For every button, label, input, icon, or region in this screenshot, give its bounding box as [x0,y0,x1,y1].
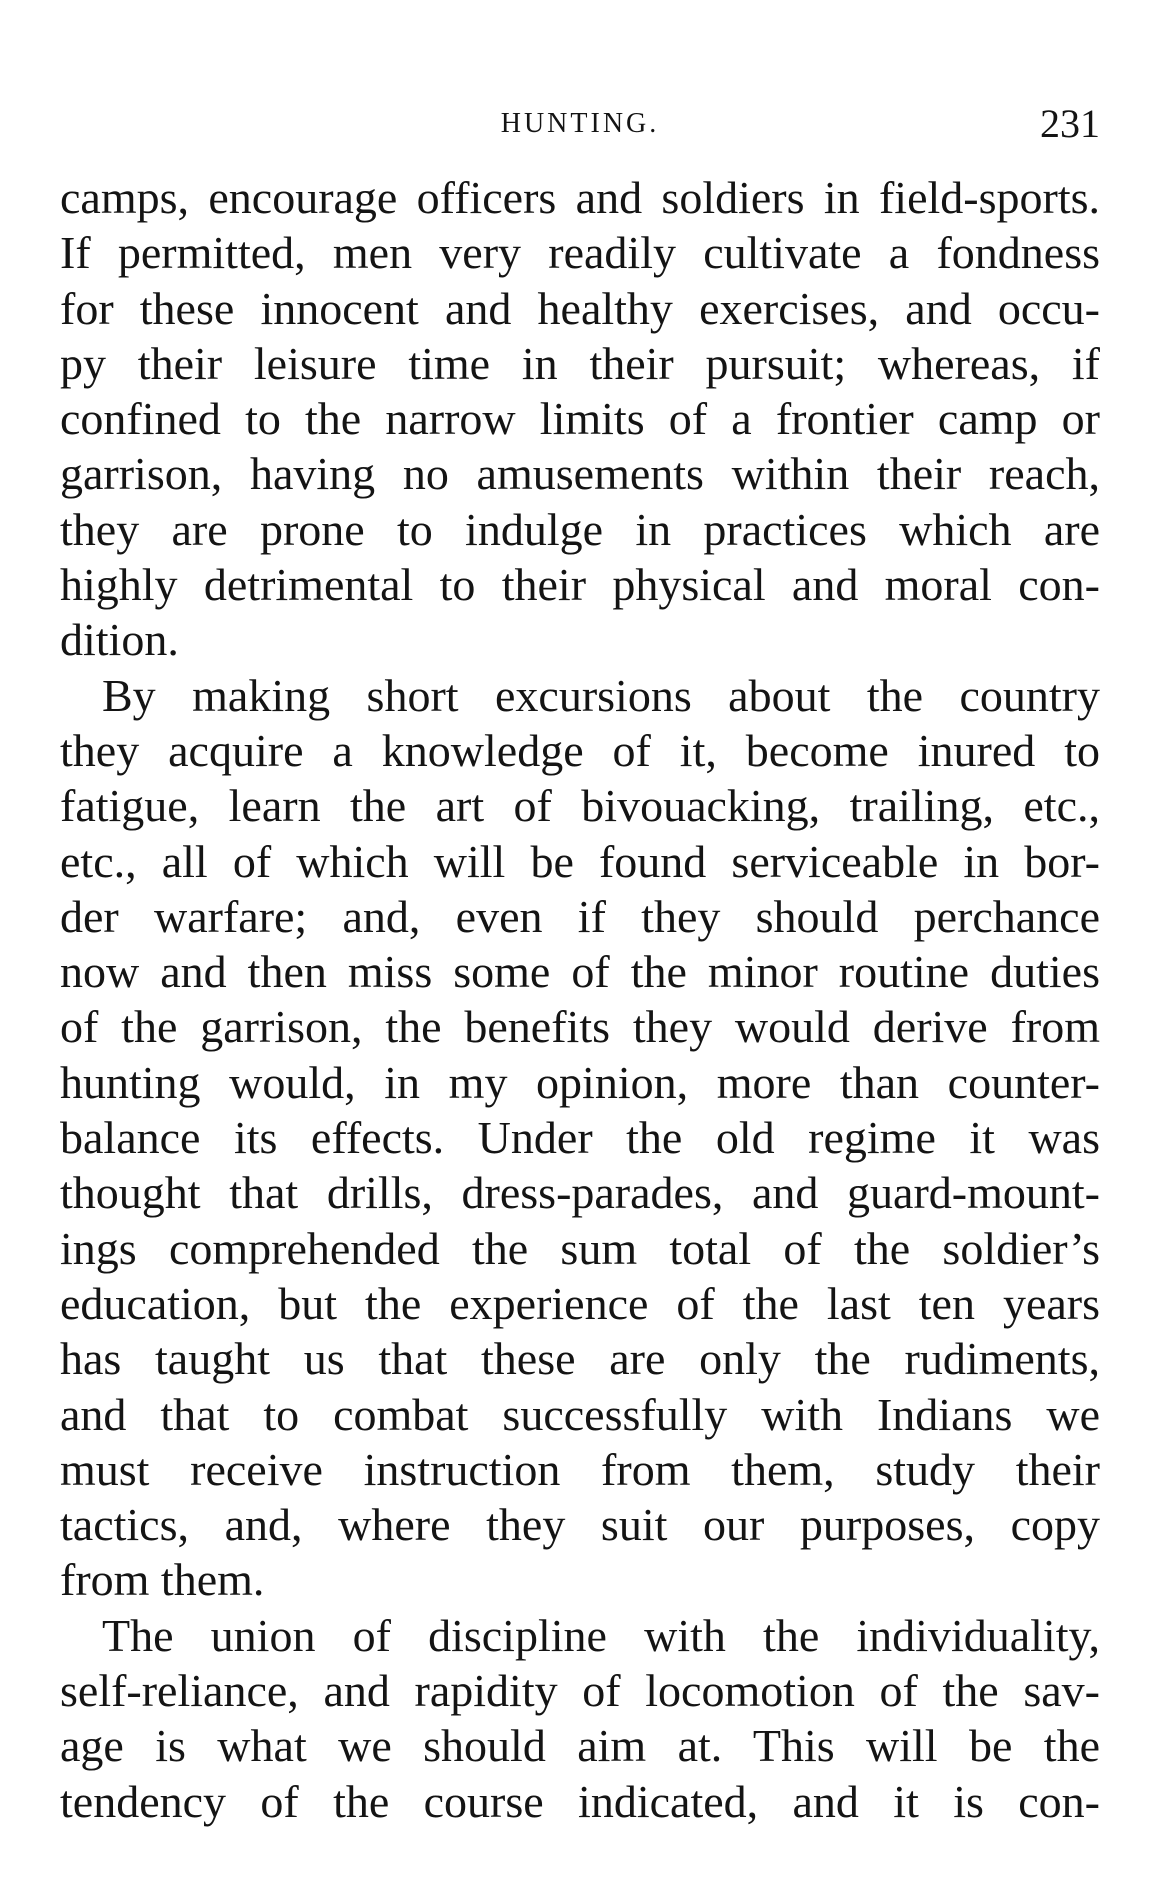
running-head [60,100,1100,150]
text-line: of the garrison, the benefits they would derive from [60,1001,1100,1053]
text-line: thought that drills, dress-parades, and guard-mount- [60,1167,1100,1219]
text-line: hunting would, in my opinion, more than counter- [60,1056,1100,1108]
paragraph-2 [60,668,1100,1608]
text-line: for these innocent and healthy exercises, and occu- [60,282,1100,334]
running-title: HUNTING. [500,108,660,139]
text-line: self-reliance, and rapidity of locomotion of the sav- [60,1665,1100,1717]
page-number: 231 [1040,101,1100,146]
text-line: from them. [60,1554,265,1606]
text-line: garrison, having no amusements within their reach, [60,448,1100,500]
text-line: tactics, and, where they suit our purposes, copy [60,1499,1100,1551]
text-line: confined to the narrow limits of a frontier camp or [60,393,1100,445]
text-line: education, but the experience of the last ten years [60,1277,1100,1329]
paragraph-1 [60,170,1100,668]
text-line: fatigue, learn the art of bivouacking, trailing, etc., [60,780,1100,832]
text-line: balance its effects. Under the old regime it was [60,1112,1100,1164]
text-line: they acquire a knowledge of it, become inured to [60,724,1100,776]
text-line: tendency of the course indicated, and it is con- [60,1775,1100,1827]
text-line: must receive instruction from them, study their [60,1443,1100,1495]
text-line: By making short excursions about the country [102,669,1100,721]
text-line: age is what we should aim at. This will be the [60,1720,1100,1772]
text-line: has taught us that these are only the rudiments, [60,1333,1100,1385]
text-line: and that to combat successfully with Indians we [60,1388,1100,1440]
text-line: der warfare; and, even if they should perchance [60,890,1100,942]
text-line: If permitted, men very readily cultivate a fondness [60,227,1100,279]
text-line: camps, encourage officers and soldiers in field-sports. [60,172,1100,223]
text-line: The union of discipline with the individuality, [102,1609,1100,1661]
text-line: py their leisure time in their pursuit; whereas, if [60,337,1100,389]
book-page [60,0,1100,1904]
text-line: they are prone to indulge in practices which are [60,503,1100,555]
text-line: dition. [60,614,179,666]
body-text [60,170,1100,1829]
text-line: etc., all of which will be found serviceable in bor- [60,835,1100,887]
text-line: now and then miss some of the minor routine duties [60,946,1100,998]
text-line: highly detrimental to their physical and moral con- [60,559,1100,611]
paragraph-3 [60,1608,1100,1829]
text-line: ings comprehended the sum total of the soldier’s [60,1222,1100,1274]
